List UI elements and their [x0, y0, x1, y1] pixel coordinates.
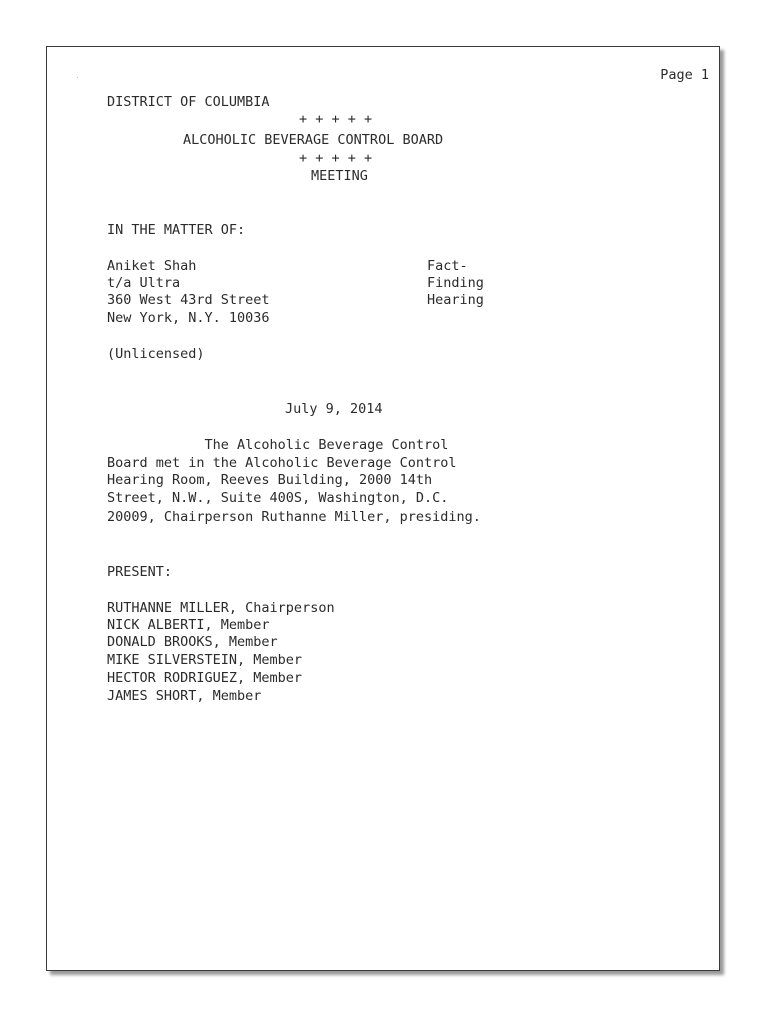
separator-line-1: + + + + + — [299, 111, 373, 127]
matter-party-line: 360 West 43rd Street — [107, 292, 270, 308]
board-title: ALCOHOLIC BEVERAGE CONTROL BOARD — [183, 132, 444, 148]
member-line: DONALD BROOKS, Member — [107, 634, 278, 650]
hearing-date: July 9, 2014 — [285, 401, 383, 417]
matter-party-line: New York, N.Y. 10036 — [107, 310, 270, 326]
description-line: The Alcoholic Beverage Control — [107, 437, 449, 453]
hearing-type-line: Hearing — [427, 292, 484, 308]
document-page — [46, 46, 720, 971]
separator-line-2: + + + + + — [299, 150, 373, 166]
present-heading: PRESENT: — [107, 564, 173, 580]
member-line: JAMES SHORT, Member — [107, 688, 262, 704]
hearing-type-line: Finding — [427, 275, 484, 291]
member-line: NICK ALBERTI, Member — [107, 617, 270, 633]
description-line: Street, N.W., Suite 400S, Washington, D.C. — [107, 490, 449, 506]
hearing-type-line: Fact- — [427, 258, 468, 274]
member-line: MIKE SILVERSTEIN, Member — [107, 652, 303, 668]
meeting-title: MEETING — [311, 168, 368, 184]
matter-party-line: t/a Ultra — [107, 275, 181, 291]
description-line: Hearing Room, Reeves Building, 2000 14th — [107, 472, 433, 488]
description-line: 20009, Chairperson Ruthanne Miller, presiding. — [107, 509, 481, 525]
member-line: HECTOR RODRIGUEZ, Member — [107, 670, 303, 686]
description-line: Board met in the Alcoholic Beverage Control — [107, 455, 457, 471]
matter-party-line: Aniket Shah — [107, 258, 197, 274]
page-number: Page 1 — [660, 67, 709, 83]
scan-speck — [77, 77, 78, 78]
member-line: RUTHANNE MILLER, Chairperson — [107, 600, 335, 616]
jurisdiction-line: DISTRICT OF COLUMBIA — [107, 94, 270, 110]
license-status: (Unlicensed) — [107, 346, 205, 362]
matter-intro: IN THE MATTER OF: — [107, 222, 246, 238]
